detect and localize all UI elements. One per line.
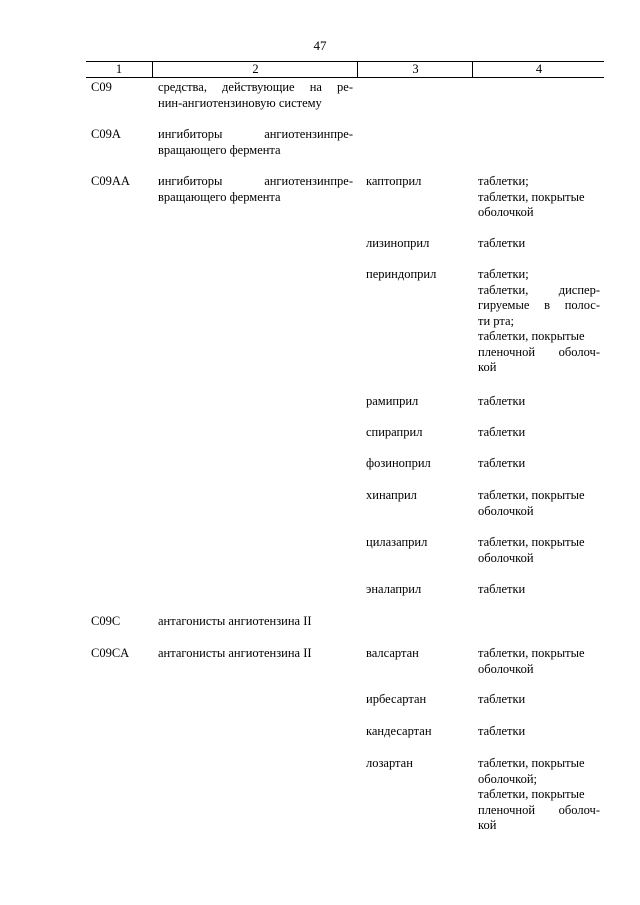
dosage-form-line: таблетки xyxy=(478,236,526,250)
dosage-form-line: таблетки xyxy=(478,692,526,706)
dosage-form-line: пленочной оболоч- xyxy=(478,344,600,359)
dosage-form-line: оболочкой xyxy=(478,503,534,518)
table-header xyxy=(86,61,604,78)
drug-name: лизиноприл xyxy=(366,236,430,250)
dosage-form-line: таблетки, покрытые xyxy=(478,189,585,204)
dosage-form-line: гируемые в полос- xyxy=(478,298,600,312)
dosage-form xyxy=(478,174,600,221)
dosage-form-line: таблетки, покрытые xyxy=(478,329,585,343)
group-name-line: вращающего фермента xyxy=(158,189,281,204)
dosage-form xyxy=(478,267,600,376)
dosage-form-line: таблетки xyxy=(478,724,526,738)
dosage-form xyxy=(478,236,600,252)
group-name-line: ингибиторы ангиотензинпре- xyxy=(158,174,353,188)
dosage-form-line: таблетки xyxy=(478,425,526,439)
group-name-line: средства, действующие на ре- xyxy=(158,80,353,94)
group-name xyxy=(158,614,353,630)
drug-name: спираприл xyxy=(366,425,423,439)
dosage-form-line: таблетки xyxy=(478,582,526,596)
drug-name: цилазаприл xyxy=(366,535,428,549)
dosage-form-line: таблетки xyxy=(478,394,526,408)
group-name-line: ингибиторы ангиотензинпре- xyxy=(158,127,353,141)
drug-name: каптоприл xyxy=(366,174,422,188)
dosage-form-line: кой xyxy=(478,360,497,374)
drug-name: кандесартан xyxy=(366,724,432,738)
group-name-line: антагонисты ангиотензина II xyxy=(158,614,312,628)
dosage-form-line: ти рта; xyxy=(478,313,514,328)
dosage-form-line: таблетки, покрытые xyxy=(478,756,585,770)
atc-code: C09AA xyxy=(91,174,130,188)
group-name xyxy=(158,80,353,111)
dosage-form-line: таблетки, покрытые xyxy=(478,535,585,549)
dosage-form-line: таблетки; xyxy=(478,267,529,281)
dosage-form-line: оболочкой xyxy=(478,661,534,676)
dosage-form-line: пленочной оболоч- xyxy=(478,802,600,817)
dosage-form xyxy=(478,582,600,598)
header-col-3: 3 xyxy=(357,62,473,77)
drug-name: ирбесартан xyxy=(366,692,427,706)
dosage-form-line: таблетки, покрытые xyxy=(478,787,585,801)
header-col-4: 4 xyxy=(472,62,605,77)
dosage-form xyxy=(478,456,600,472)
group-name-line: нин-ангиотензиновую систему xyxy=(158,95,322,110)
group-name xyxy=(158,174,353,205)
page-number: 47 xyxy=(313,38,327,53)
header-col-1: 1 xyxy=(115,62,123,76)
dosage-form xyxy=(478,488,600,519)
dosage-form-line: оболочкой xyxy=(478,205,534,219)
atc-code: C09C xyxy=(91,614,121,628)
dosage-form xyxy=(478,425,600,441)
drug-name: фозиноприл xyxy=(366,456,431,470)
atc-code: C09A xyxy=(91,127,121,141)
dosage-form xyxy=(478,692,600,708)
atc-code: C09 xyxy=(91,80,112,94)
dosage-form xyxy=(478,646,600,677)
dosage-form xyxy=(478,394,600,410)
drug-name: периндоприл xyxy=(366,267,437,281)
dosage-form xyxy=(478,535,600,566)
dosage-form-line: таблетки, покрытые xyxy=(478,646,585,660)
dosage-form-line: таблетки, покрытые xyxy=(478,488,585,502)
dosage-form-line: оболочкой; xyxy=(478,771,537,786)
drug-name: лозартан xyxy=(366,756,413,770)
dosage-form xyxy=(478,724,600,740)
group-name xyxy=(158,127,353,158)
group-name-line: вращающего фермента xyxy=(158,142,281,157)
group-name-line: антагонисты ангиотензина II xyxy=(158,646,312,660)
drug-name: валсартан xyxy=(366,646,419,660)
drug-name: эналаприл xyxy=(366,582,422,596)
dosage-form-line: таблетки xyxy=(478,456,526,470)
group-name xyxy=(158,646,353,662)
dosage-form xyxy=(478,756,600,834)
dosage-form-line: таблетки, диспер- xyxy=(478,282,600,297)
dosage-form-line: оболочкой xyxy=(478,550,534,565)
drug-name: хинаприл xyxy=(366,488,417,502)
dosage-form-line: кой xyxy=(478,818,497,832)
dosage-form-line: таблетки; xyxy=(478,174,529,188)
header-col-2: 2 xyxy=(152,62,358,77)
drug-name: рамиприл xyxy=(366,394,419,408)
atc-code: C09CA xyxy=(91,646,130,660)
